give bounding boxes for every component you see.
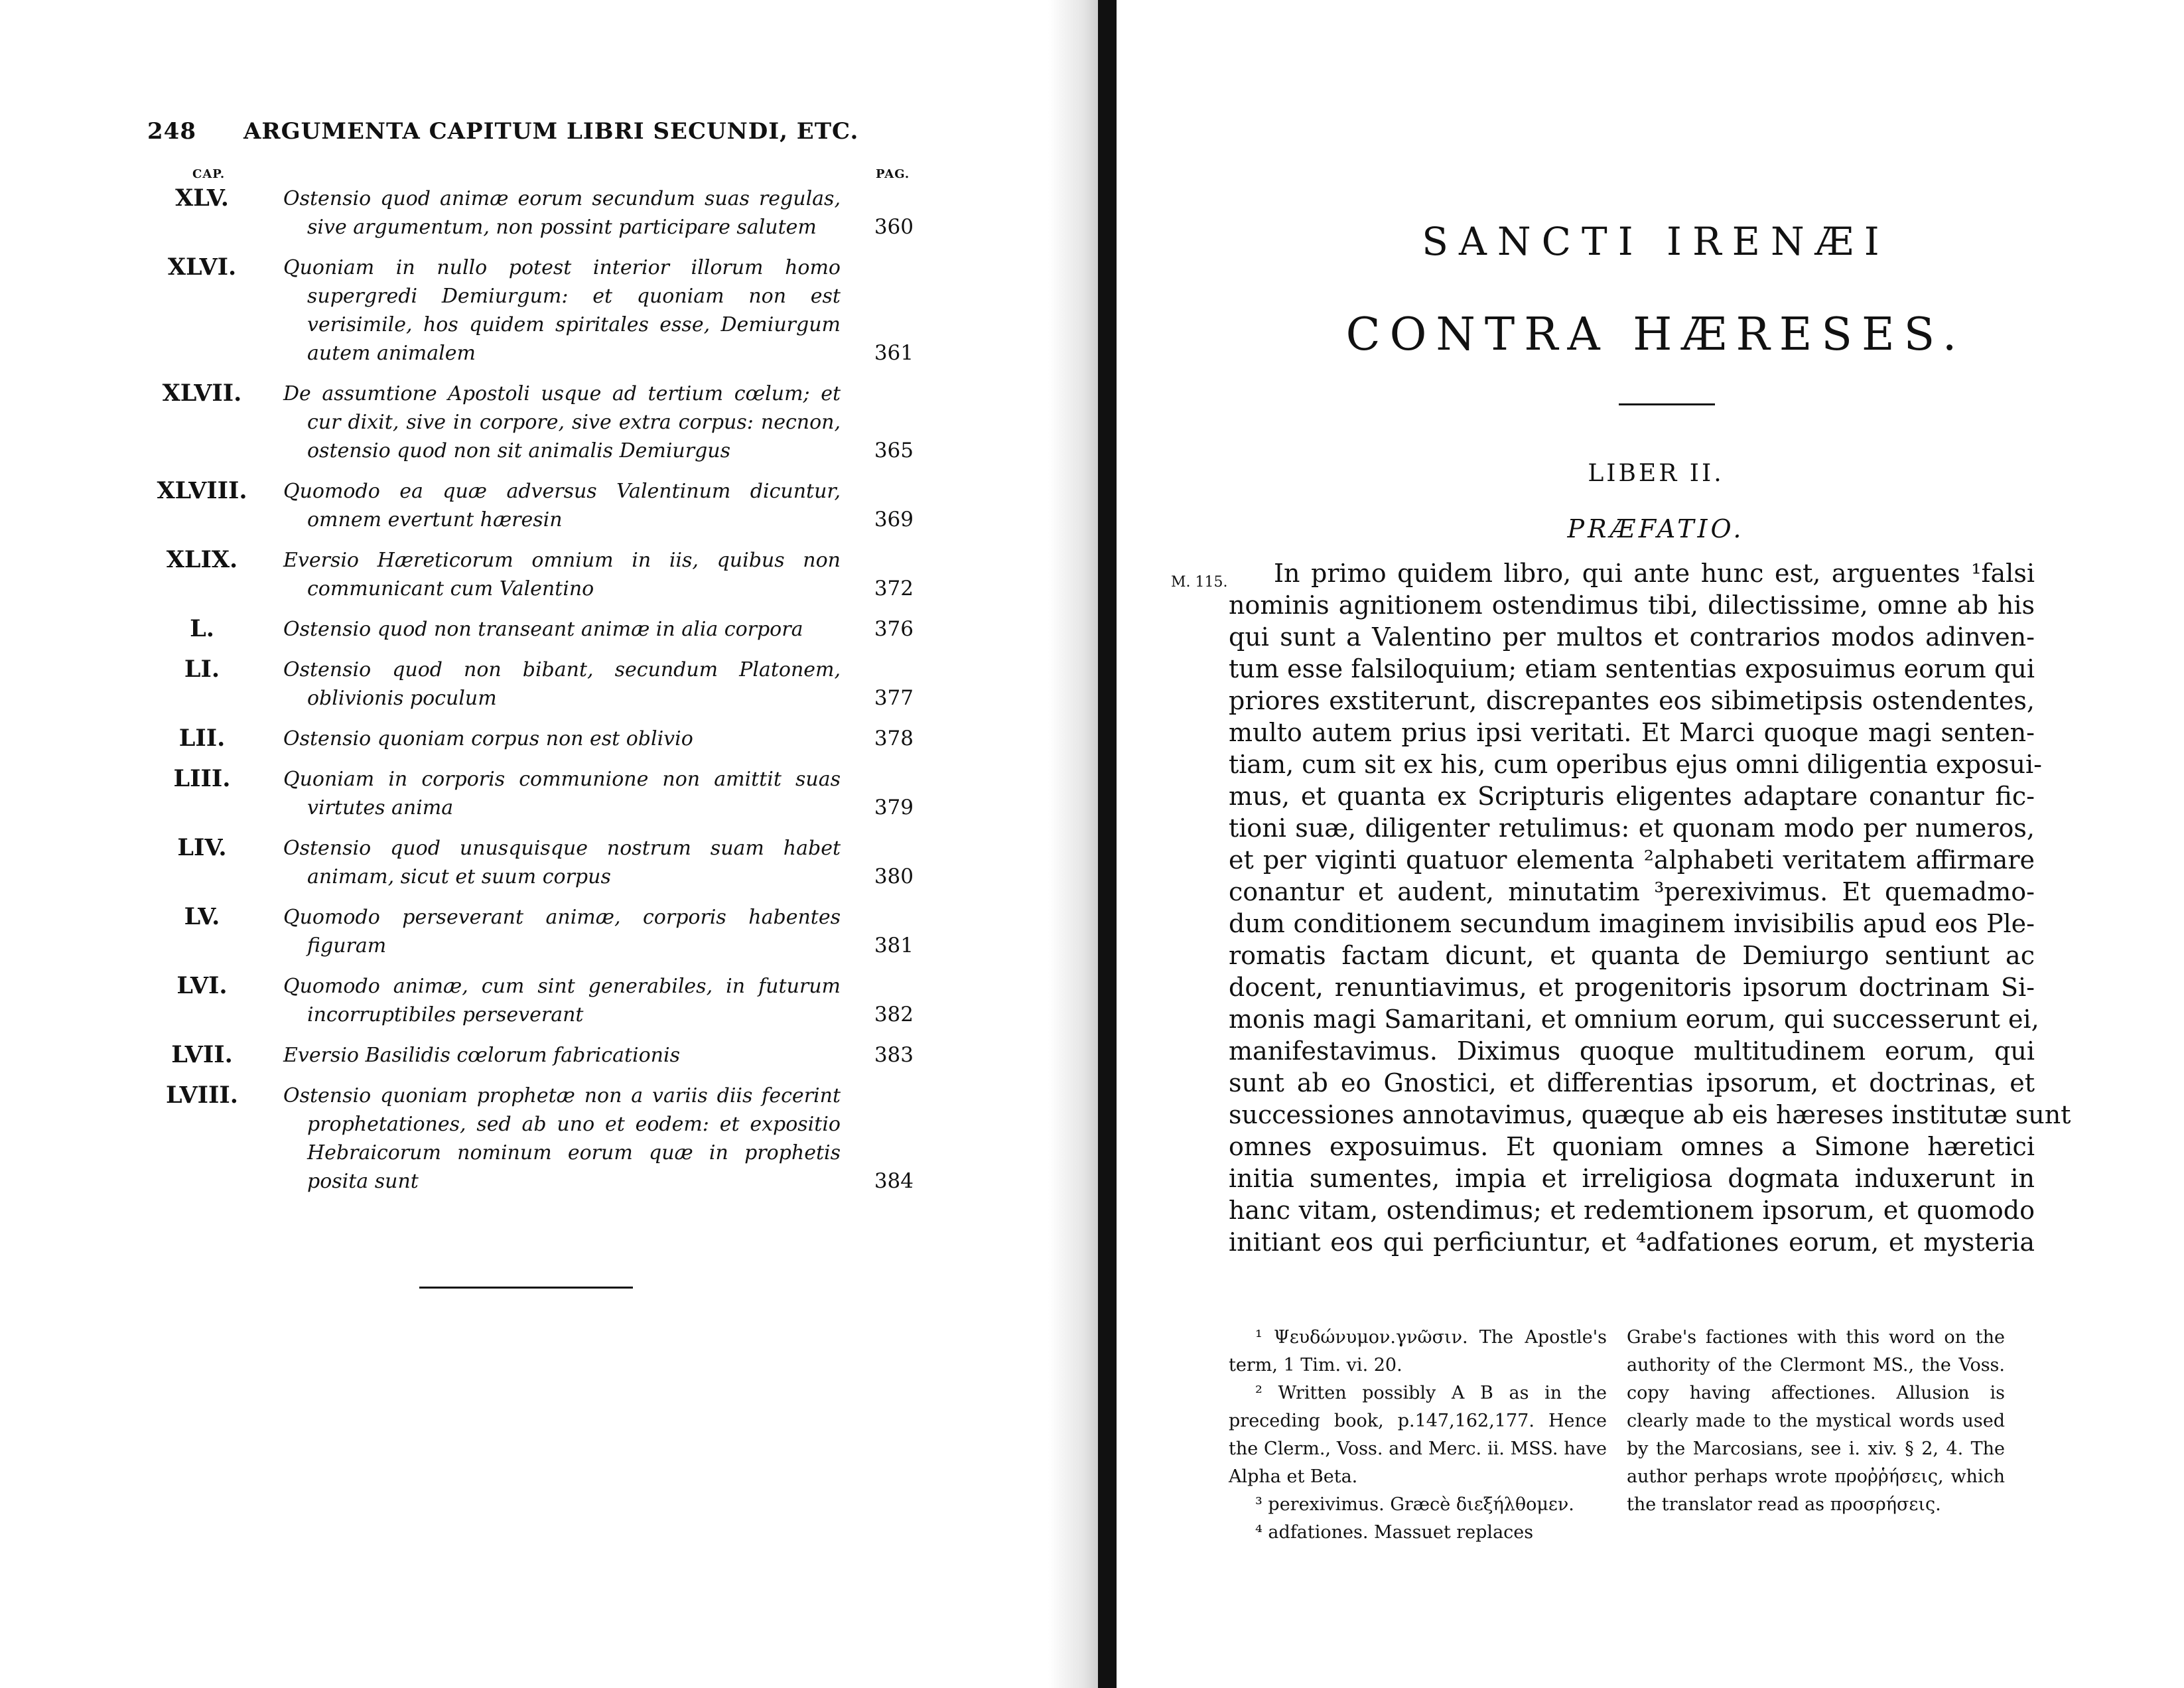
chapter-summary: Quomodo animæ, cum sint generabiles, in futurum incorruptibiles perseverant <box>283 975 841 1026</box>
chapter-summary: Ostensio quod unusquisque nostrum suam habet animam, sicut et suum corpus <box>283 837 841 888</box>
gutter-shadow <box>1048 0 1098 1688</box>
chapter-number: L. <box>190 615 214 642</box>
chapter-page: 361 <box>874 341 914 365</box>
chapter-page: 369 <box>874 508 914 531</box>
chapter-page: 384 <box>874 1169 914 1193</box>
chapter-summary: Quomodo perseverant animæ, corporis habentes figuram <box>283 906 841 957</box>
chapter-summary: Ostensio quod animæ eorum secundum suas regulas, sive argumentum, non possint participare salutem <box>283 187 841 239</box>
chapter-number: LII. <box>178 725 226 752</box>
chapter-number: LVI. <box>176 972 228 999</box>
chapter-number: LIV. <box>177 834 227 861</box>
chapter-entry <box>147 1041 914 1070</box>
body-line: mus, et quanta ex Scripturis eligentes adaptare conantur fic- <box>1229 782 2035 811</box>
body-line: tioni suæ, diligenter retulimus: et quonam modo per numeros, <box>1229 813 2035 843</box>
body-line: manifestavimus. Diximus quoque multitudinem eorum, qui <box>1229 1036 2035 1066</box>
chapter-entry <box>147 253 914 368</box>
footnote: ² Written possibly A B as in the preceding book, p.147,162,177. Hence the Clerm., Voss. and Merc. ii. MSS. have Alpha et Beta. <box>1229 1383 1607 1487</box>
chapter-page: 377 <box>874 686 914 710</box>
chapter-number: XLV. <box>175 184 229 212</box>
chapter-page: 376 <box>874 617 914 641</box>
column-header-pag: PAG. <box>876 167 910 181</box>
footnote: ⁴ adfationes. Massuet replaces <box>1255 1522 1534 1543</box>
body-line: monis magi Samaritani, et omnium eorum, qui successerunt ei, <box>1229 1005 2039 1034</box>
left-page <box>0 0 1048 1688</box>
title-line-2: CONTRA HÆRESES. <box>1345 309 1966 361</box>
chapter-number: XLIX. <box>166 546 238 573</box>
right-page <box>1128 0 2184 1688</box>
page-number: 248 <box>147 118 196 145</box>
chapter-summary: Ostensio quoniam corpus non est oblivio <box>283 727 693 750</box>
body-line: qui sunt a Valentino per multos et contrarios modos adinven- <box>1229 622 2035 652</box>
chapter-number: LI. <box>184 656 220 683</box>
body-line: omnes exposuimus. Et quoniam omnes a Simone hæretici <box>1229 1132 2035 1161</box>
chapter-summary: Quomodo ea quæ adversus Valentinum dicuntur, omnem evertunt hæresin <box>283 480 841 531</box>
body-line: dum conditionem secundum imaginem invisibilis apud eos Ple- <box>1229 909 2035 938</box>
chapter-entry <box>147 477 914 534</box>
chapter-page: 378 <box>874 727 914 750</box>
chapter-summary: Eversio Basilidis cœlorum fabricationis <box>283 1044 680 1067</box>
chapter-number: XLVII. <box>162 380 242 407</box>
chapter-summary: De assumtione Apostoli usque ad tertium cœlum; et cur dixit, sive in corpore, sive extra corpus: necnon, ostensio quod non sit animalis Demiurgus <box>283 382 841 462</box>
chapter-number: XLVI. <box>167 253 237 281</box>
body-line: multo autem prius ipsi veritati. Et Marci quoque magi senten- <box>1229 718 2035 747</box>
chapter-summary: Quoniam in corporis communione non amittit suas virtutes anima <box>283 768 841 819</box>
body-line: successiones annotavimus, quæque ab eis hæreses institutæ sunt <box>1229 1100 2071 1129</box>
chapter-number: LVII. <box>171 1041 233 1068</box>
chapter-entry <box>147 615 914 644</box>
body-line: priores exstiterunt, discrepantes eos sibimetipsis ostendentes, <box>1229 686 2035 715</box>
body-line: initiant eos qui perficiuntur, et ⁴adfationes eorum, et mysteria <box>1229 1228 2035 1257</box>
footnote: ¹ Ψευδώνυμον.γνῶσιν. The Apostle's term, 1 Tim. vi. 20. <box>1229 1327 1607 1375</box>
chapter-page: 379 <box>874 796 914 819</box>
body-text <box>1229 557 2071 1258</box>
body-line: sunt ab eo Gnostici, et differentias ipsorum, et doctrinas, et <box>1229 1068 2035 1097</box>
chapter-summary: Ostensio quod non transeant animæ in alia corpora <box>283 618 803 641</box>
chapter-summary: Quoniam in nullo potest interior illorum homo supergredi Demiurgum: et quoniam non est verisimile, hos quidem spiritales esse, Demiurgum autem animalem <box>283 256 841 365</box>
chapter-entry <box>147 656 914 713</box>
chapter-entry <box>147 972 914 1029</box>
chapter-page: 382 <box>874 1003 914 1026</box>
footnotes-column-1 <box>1229 1324 1607 1547</box>
body-line: In primo quidem libro, qui ante hunc est, arguentes ¹falsi <box>1274 559 2035 588</box>
body-line: conantur et audent, minutatim ³perexivimus. Et quemadmo- <box>1229 877 2035 906</box>
chapter-list <box>147 184 914 1208</box>
chapter-entry <box>147 184 914 242</box>
chapter-entry <box>147 765 914 822</box>
column-header-cap: CAP. <box>192 167 226 181</box>
chapter-entry <box>147 903 914 960</box>
chapter-number: LV. <box>184 903 220 930</box>
body-line: nominis agnitionem ostendimus tibi, dilectissime, omne ab his <box>1229 591 2035 620</box>
chapter-entry <box>147 1082 914 1196</box>
body-line: hanc vitam, ostendimus; et redemtionem ipsorum, et quomodo <box>1229 1196 2035 1225</box>
chapter-page: 381 <box>874 934 914 957</box>
chapter-page: 380 <box>874 865 914 888</box>
chapter-number: LIII. <box>173 765 231 792</box>
footnote-continued: Grabe's factiones with this word on the authority of the Clermont MS., the Voss. copy having affectiones. Allusion is clearly made to the mystical words used by the Marcosians, see i. xiv. § 2, 4. The author perhaps wrote προῤῥήσεις, which the translator read as προσρήσεις. <box>1627 1327 2005 1515</box>
chapter-summary: Ostensio quod non bibant, secundum Platonem, oblivionis poculum <box>283 658 841 710</box>
margin-reference: M. 115. <box>1171 574 1228 591</box>
chapter-page: 365 <box>874 439 914 462</box>
section-heading: PRÆFATIO. <box>1567 514 1745 543</box>
chapter-entry <box>147 546 914 603</box>
body-line: initia sumentes, impia et irreligiosa dogmata induxerunt in <box>1229 1164 2035 1193</box>
body-line: tum esse falsiloquium; etiam sententias exposuimus eorum qui <box>1229 654 2035 683</box>
title-line-1: SANCTI IRENÆI <box>1422 219 1890 264</box>
body-line: tiam, cum sit ex his, cum operibus ejus omni diligentia exposui- <box>1229 750 2042 779</box>
chapter-entry <box>147 380 914 465</box>
chapter-page: 383 <box>874 1043 914 1067</box>
book-gutter <box>1098 0 1117 1688</box>
body-line: romatis factam dicunt, et quanta de Demiurgo sentiunt ac <box>1229 941 2035 970</box>
chapter-entry <box>147 725 914 753</box>
chapter-summary: Eversio Hæreticorum omnium in iis, quibus non communicant cum Valentino <box>283 549 841 600</box>
body-line: et per viginti quatuor elementa ²alphabeti veritatem affirmare <box>1229 845 2035 875</box>
chapter-number: XLVIII. <box>157 477 247 504</box>
title-rule <box>1619 403 1715 405</box>
chapter-page: 372 <box>874 577 914 600</box>
body-line: docent, renuntiavimus, et progenitoris ipsorum doctrinam Si- <box>1229 973 2035 1002</box>
chapter-entry <box>147 834 914 891</box>
footnotes-column-2 <box>1627 1324 2005 1519</box>
book-heading: LIBER II. <box>1588 460 1724 487</box>
running-head <box>147 118 920 145</box>
chapter-page: 360 <box>874 215 914 239</box>
chapter-number: LVIII. <box>166 1082 238 1109</box>
footnote: ³ perexivimus. Græcè διεξήλθομεν. <box>1255 1494 1574 1515</box>
chapter-summary: Ostensio quoniam prophetæ non a variis diis fecerint prophetationes, sed ab uno et eodem: et expositio Hebraicorum nominum eorum quæ in prophetis posita sunt <box>283 1084 841 1193</box>
end-rule <box>419 1287 633 1289</box>
running-head-title: ARGUMENTA CAPITUM LIBRI SECUNDI, ETC. <box>243 118 859 145</box>
